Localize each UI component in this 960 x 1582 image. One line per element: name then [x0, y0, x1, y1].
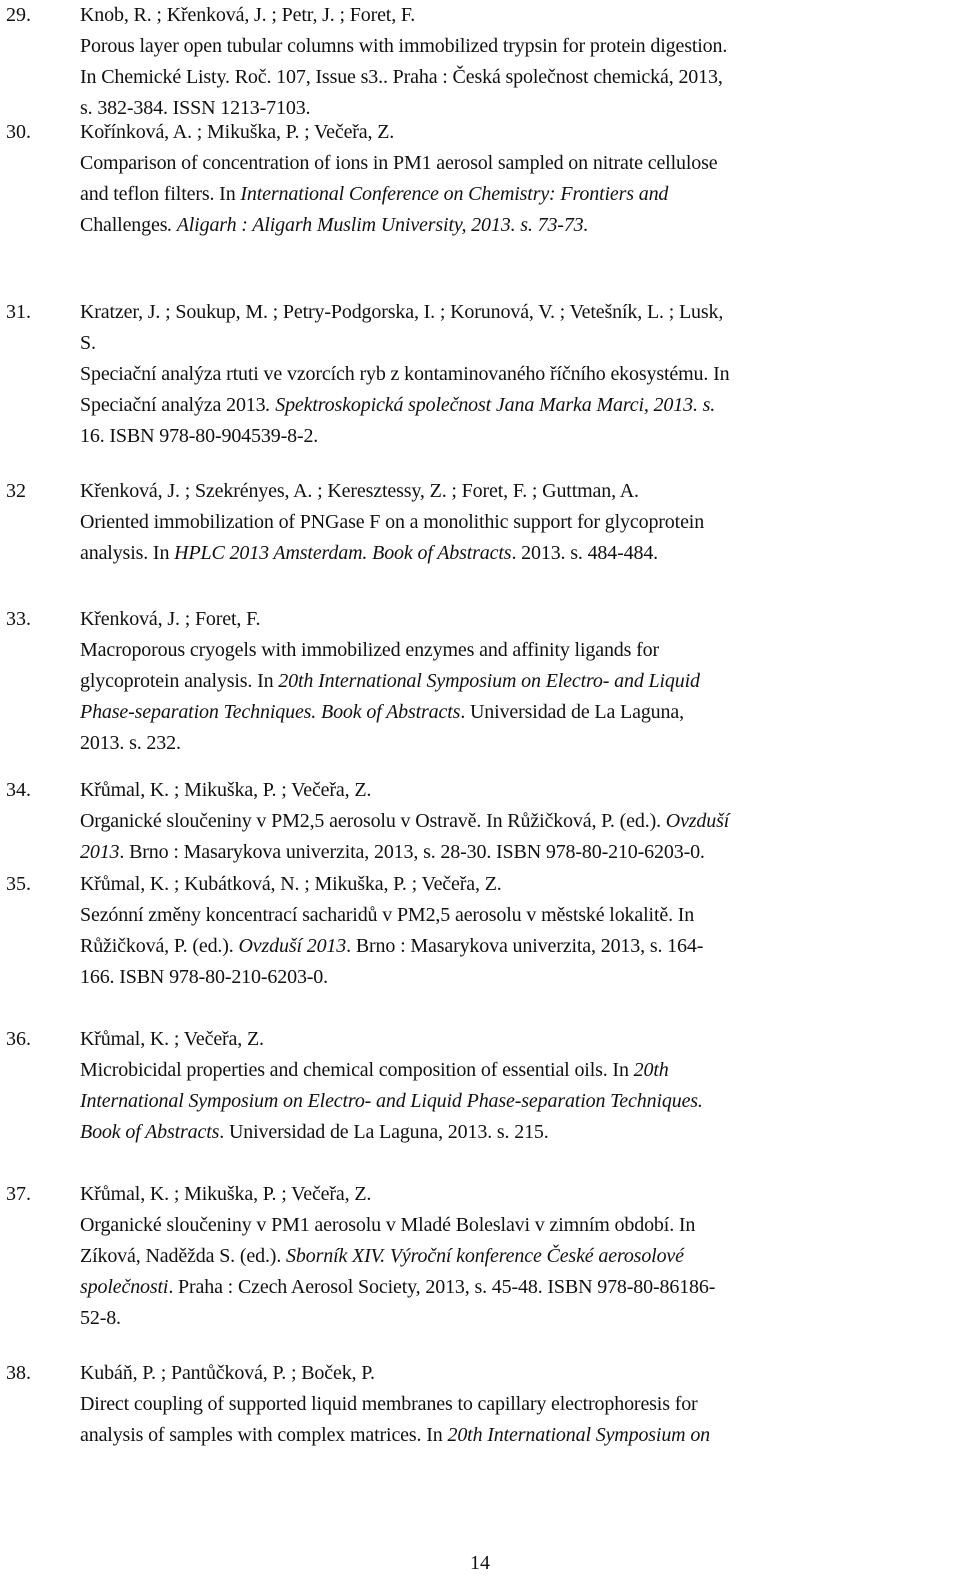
reference-line: [80, 900, 950, 931]
reference-line: [80, 1086, 950, 1117]
publication-title: Phase-separation Techniques. Book of Abstracts: [80, 701, 461, 723]
reference-text: analysis of samples with complex matrices. In: [80, 1424, 448, 1446]
reference-line: [80, 728, 950, 759]
reference-authors: Křůmal, K. ; Mikuška, P. ; Večeřa, Z.: [80, 779, 372, 801]
reference-text: Direct coupling of supported liquid membranes to capillary electrophoresis for: [80, 1393, 698, 1415]
reference-text: glycoprotein analysis. In: [80, 670, 279, 692]
reference-line: [80, 62, 950, 93]
reference-number: 33.: [6, 608, 31, 630]
reference-text: analysis. In: [80, 542, 175, 564]
reference-line: [80, 507, 950, 538]
reference-number: 32: [6, 480, 26, 502]
reference-line: [80, 421, 950, 452]
publication-title: International Conference on Chemistry: Frontiers and: [240, 183, 669, 205]
reference-text: Organické sloučeniny v PM2,5 aerosolu v Ostravě. In Růžičková, P. (ed.).: [80, 810, 666, 832]
reference-text: Macroporous cryogels with immobilized enzymes and affinity ligands for: [80, 639, 659, 661]
reference-text: 16. ISBN 978-80-904539-8-2.: [80, 425, 319, 447]
reference-text: Sezónní změny koncentrací sacharidů v PM2,5 aerosolu v městské lokalitě. In: [80, 904, 695, 926]
reference-number: 37.: [6, 1183, 31, 1205]
reference-body: [80, 1358, 950, 1451]
reference-text: . Praha : Czech Aerosol Society, 2013, s. 45-48. ISBN 978-80-86186-: [168, 1276, 716, 1298]
reference-text: Speciační analýza rtuti ve vzorcích ryb z kontaminovaného říčního ekosystému. In: [80, 363, 730, 385]
reference-line: [80, 328, 950, 359]
reference-line: [80, 210, 950, 241]
reference-text: . Universidad de La Laguna,: [460, 701, 684, 723]
reference-number: 29.: [6, 4, 31, 26]
reference-body: [80, 297, 950, 452]
reference-number: 38.: [6, 1362, 31, 1384]
publication-title: Book of Abstracts: [80, 1121, 220, 1143]
reference-authors: Křenková, J. ; Szekrényes, A. ; Keresztessy, Z. ; Foret, F. ; Guttman, A.: [80, 480, 639, 502]
publication-title: . Aligarh : Aligarh Muslim University, 2013. s. 73-73.: [167, 214, 589, 236]
publication-title: . Spektroskopická společnost Jana Marka Marci, 2013. s.: [265, 394, 716, 416]
reference-line: [80, 1055, 950, 1086]
reference-number: 35.: [6, 873, 31, 895]
reference-text: S.: [80, 332, 96, 354]
reference-authors: Křůmal, K. ; Mikuška, P. ; Večeřa, Z.: [80, 1183, 372, 1205]
reference-text: 166. ISBN 978-80-210-6203-0.: [80, 966, 329, 988]
reference-number: 34.: [6, 779, 31, 801]
reference-authors: Křenková, J. ; Foret, F.: [80, 608, 261, 630]
reference-number: 31.: [6, 301, 31, 323]
reference-line: [80, 1117, 950, 1148]
reference-body: [80, 1179, 950, 1334]
reference-number: 36.: [6, 1028, 31, 1050]
reference-text: Porous layer open tubular columns with immobilized trypsin for protein digestion.: [80, 35, 728, 57]
reference-text: 2013. s. 232.: [80, 732, 181, 754]
reference-line: [80, 390, 950, 421]
reference-body: [80, 869, 950, 993]
reference-text: and teflon filters. In: [80, 183, 241, 205]
reference-text: Zíková, Naděžda S. (ed.).: [80, 1245, 287, 1267]
reference-text: . 2013. s. 484-484.: [511, 542, 659, 564]
reference-body: [80, 1024, 950, 1148]
publication-title: společnosti: [80, 1276, 169, 1298]
publication-title: International Symposium on Electro- and Liquid Phase-separation Techniques.: [80, 1090, 703, 1112]
reference-authors: Křůmal, K. ; Večeřa, Z.: [80, 1028, 264, 1050]
reference-line: [80, 359, 950, 390]
reference-authors: Kratzer, J. ; Soukup, M. ; Petry-Podgorska, I. ; Korunová, V. ; Vetešník, L. ; Lusk,: [80, 301, 724, 323]
reference-body: [80, 604, 950, 759]
reference-line: [80, 179, 950, 210]
reference-line: [80, 538, 950, 569]
reference-authors: Knob, R. ; Křenková, J. ; Petr, J. ; Foret, F.: [80, 4, 416, 26]
page-number: 14: [470, 1552, 490, 1574]
publication-title: 20th International Symposium on Electro- and Liquid: [278, 670, 700, 692]
publication-title: 2013: [80, 841, 120, 863]
reference-number: 30.: [6, 121, 31, 143]
reference-line: [80, 1303, 950, 1334]
reference-body: [80, 117, 950, 241]
reference-text: In Chemické Listy. Roč. 107, Issue s3.. Praha : Česká společnost chemická, 2013,: [80, 66, 723, 88]
reference-line: [80, 635, 950, 666]
reference-authors: Kubáň, P. ; Pantůčková, P. ; Boček, P.: [80, 1362, 375, 1384]
reference-text: s. 382-384. ISSN 1213-7103.: [80, 97, 311, 119]
reference-line: [80, 837, 950, 868]
reference-line: [80, 931, 950, 962]
reference-body: [80, 775, 950, 868]
reference-line: [80, 1272, 950, 1303]
reference-text: Organické sloučeniny v PM1 aerosolu v Mladé Boleslavi v zimním období. In: [80, 1214, 696, 1236]
publication-title: Ovzduší: [665, 810, 730, 832]
reference-line: [80, 697, 950, 728]
publication-title: 20th International Symposium on: [447, 1424, 711, 1446]
reference-line: [80, 148, 950, 179]
reference-body: [80, 0, 950, 124]
reference-line: [80, 666, 950, 697]
reference-text: Microbicidal properties and chemical composition of essential oils. In: [80, 1059, 634, 1081]
publication-title: Ovzduší 2013: [238, 935, 347, 957]
publication-title: Sborník XIV. Výroční konference České aerosolové: [286, 1245, 684, 1267]
reference-text: Comparison of concentration of ions in PM1 aerosol sampled on nitrate cellulose: [80, 152, 718, 174]
reference-line: [80, 31, 950, 62]
reference-line: [80, 1210, 950, 1241]
reference-text: 52-8.: [80, 1307, 121, 1329]
reference-line: [80, 1241, 950, 1272]
reference-body: [80, 476, 950, 569]
publication-title: HPLC 2013 Amsterdam. Book of Abstracts: [174, 542, 512, 564]
reference-line: [80, 806, 950, 837]
reference-authors: Křůmal, K. ; Kubátková, N. ; Mikuška, P. ; Večeřa, Z.: [80, 873, 502, 895]
reference-authors: Kořínková, A. ; Mikuška, P. ; Večeřa, Z.: [80, 121, 395, 143]
publication-title: 20th: [633, 1059, 669, 1081]
reference-text: . Brno : Masarykova univerzita, 2013, s. 28-30. ISBN 978-80-210-6203-0.: [119, 841, 705, 863]
reference-line: [80, 962, 950, 993]
reference-text: Oriented immobilization of PNGase F on a monolithic support for glycoprotein: [80, 511, 705, 533]
reference-text: Speciační analýza 2013: [80, 394, 266, 416]
reference-line: [80, 1420, 950, 1451]
reference-text: Růžičková, P. (ed.).: [80, 935, 239, 957]
reference-text: . Universidad de La Laguna, 2013. s. 215.: [219, 1121, 549, 1143]
reference-line: [80, 1389, 950, 1420]
reference-text: . Brno : Masarykova univerzita, 2013, s. 164-: [346, 935, 704, 957]
reference-text: Challenges: [80, 214, 168, 236]
